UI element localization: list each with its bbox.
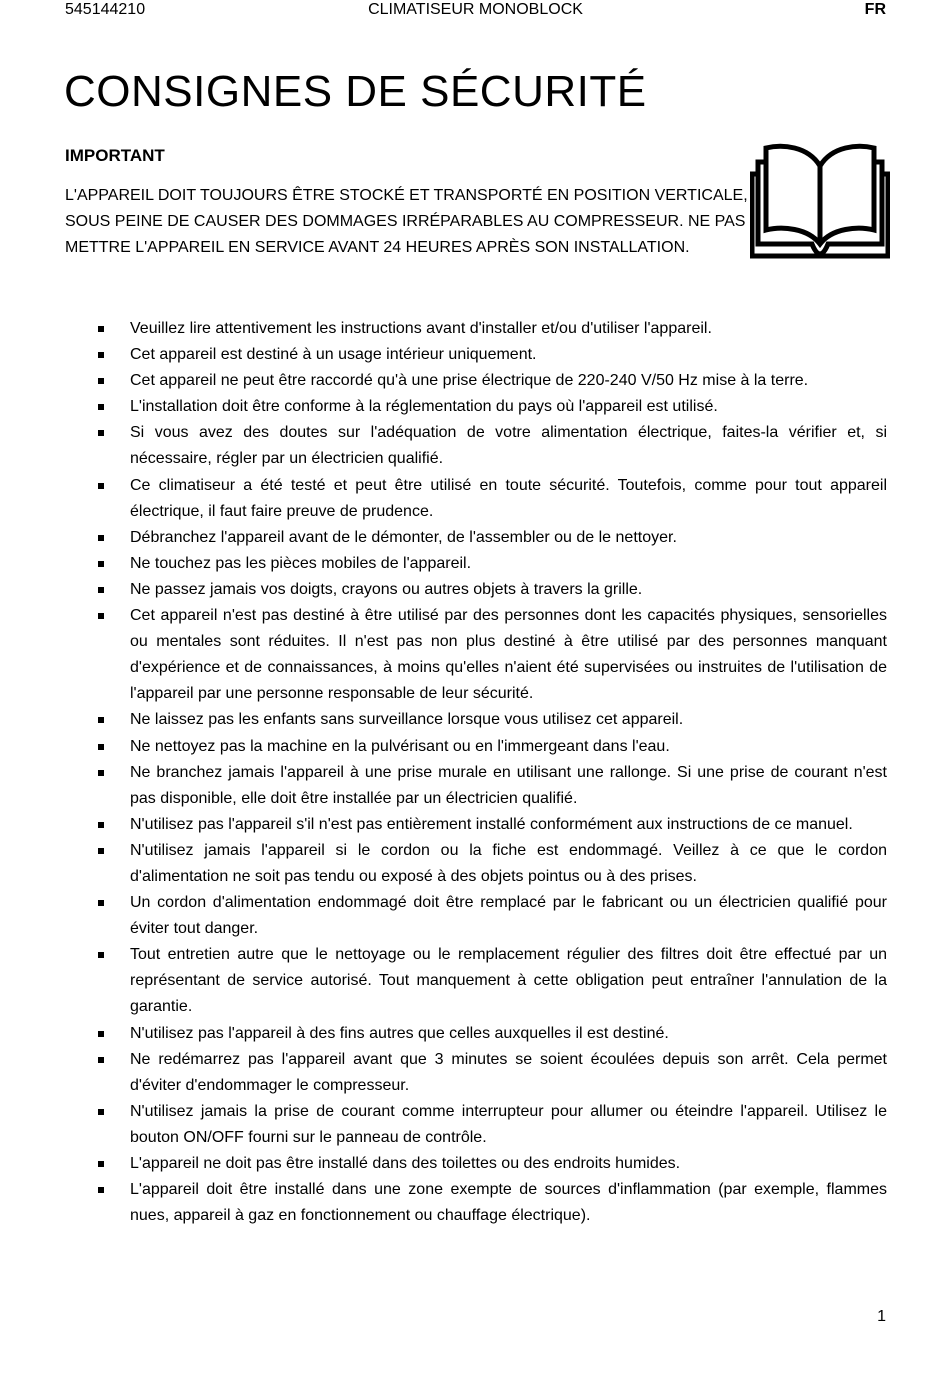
instruction-item	[130, 316, 887, 342]
instruction-text: Cet appareil est destiné à un usage intérieur uniquement.	[130, 346, 537, 364]
instruction-item	[130, 577, 887, 603]
safety-instructions-list	[130, 316, 887, 1229]
bullet-square-icon	[98, 717, 104, 723]
important-label: IMPORTANT	[65, 146, 165, 165]
page-title: CONSIGNES DE SÉCURITÉ	[64, 67, 647, 116]
bullet-square-icon	[98, 613, 104, 619]
page-header	[65, 0, 886, 22]
instruction-item	[130, 473, 887, 525]
instruction-text: Veuillez lire attentivement les instructions avant d'installer et/ou d'utiliser l'appareil.	[130, 320, 712, 337]
bullet-square-icon	[98, 900, 104, 906]
bullet-square-icon	[98, 378, 104, 384]
instruction-text: Débranchez l'appareil avant de le démonter, de l'assembler ou de le nettoyer.	[130, 528, 677, 546]
bullet-square-icon	[98, 561, 104, 567]
instruction-item	[130, 707, 887, 733]
bullet-square-icon	[98, 848, 104, 854]
instruction-item	[130, 838, 887, 890]
instruction-text: Cet appareil n'est pas destiné à être utilisé par des personnes dont les capacités physiques, sensorielles ou mentales sont réduites. Il n'est pas non plus destiné à être utilisé par des personnes manquant d'expérience et de connaissances, à moins qu'elles n'aient été supervisées ou instruites de l'utilisation de l'appareil par une personne responsable de leur sécurité.	[130, 607, 887, 703]
instruction-item	[130, 420, 887, 472]
instruction-item	[130, 890, 887, 942]
language-code: FR	[864, 1, 886, 18]
instruction-text: Ne passez jamais vos doigts, crayons ou autres objets à travers la grille.	[130, 580, 643, 598]
manual-book-icon	[750, 140, 890, 260]
bullet-square-icon	[98, 404, 104, 410]
instruction-text: Si vous avez des doutes sur l'adéquation de votre alimentation électrique, faites-la vérifier et, si nécessaire, régler par un électricien qualifié.	[130, 424, 887, 468]
instruction-item	[130, 394, 887, 420]
bullet-square-icon	[98, 770, 104, 776]
instruction-text: Ne redémarrez pas l'appareil avant que 3 minutes se soient écoulées depuis son arrêt. Cela permet d'éviter d'endommager le compresseur.	[130, 1050, 887, 1094]
instruction-item	[130, 734, 887, 760]
instruction-text: N'utilisez pas l'appareil à des fins autres que celles auxquelles il est destiné.	[130, 1024, 669, 1042]
bullet-square-icon	[98, 1057, 104, 1063]
bullet-square-icon	[98, 1161, 104, 1167]
bullet-square-icon	[98, 326, 104, 332]
page-number: 1	[877, 1308, 886, 1325]
instruction-text: Un cordon d'alimentation endommagé doit être remplacé par le fabricant ou un électricien qualifié pour éviter tout danger.	[130, 894, 887, 938]
instruction-item	[130, 551, 887, 577]
instruction-item	[130, 1151, 887, 1177]
instruction-item	[130, 1047, 887, 1099]
instruction-text: Ne touchez pas les pièces mobiles de l'appareil.	[130, 554, 472, 572]
instruction-item	[130, 1177, 887, 1229]
instruction-text: N'utilisez jamais l'appareil si le cordon ou la fiche est endommagé. Veillez à ce que le cordon d'alimentation ne soit pas tendu ou exposé à des objets pointus ou à des prises.	[130, 841, 887, 885]
instruction-text: L'installation doit être conforme à la réglementation du pays où l'appareil est utilisé.	[130, 398, 718, 416]
instruction-text: Tout entretien autre que le nettoyage ou le remplacement régulier des filtres doit être effectué par un représentant de service autorisé. Tout manquement à cette obligation peut entraîner l'annulation de la garantie.	[130, 946, 887, 1016]
bullet-square-icon	[98, 1109, 104, 1115]
instruction-item	[130, 1021, 887, 1047]
bullet-square-icon	[98, 352, 104, 358]
instruction-text: N'utilisez pas l'appareil s'il n'est pas entièrement installé conformément aux instructions de ce manuel.	[130, 815, 853, 833]
bullet-square-icon	[98, 535, 104, 541]
instruction-item	[130, 942, 887, 1020]
bullet-square-icon	[98, 1031, 104, 1037]
instruction-item	[130, 603, 887, 707]
bullet-square-icon	[98, 430, 104, 436]
instruction-item	[130, 342, 887, 368]
instruction-item	[130, 525, 887, 551]
bullet-square-icon	[98, 1187, 104, 1193]
instruction-text: Cet appareil ne peut être raccordé qu'à une prise électrique de 220-240 V/50 Hz mise à la terre.	[130, 372, 809, 390]
instruction-item	[130, 760, 887, 812]
bullet-square-icon	[98, 483, 104, 489]
bullet-square-icon	[98, 952, 104, 958]
important-notice: L'APPAREIL DOIT TOUJOURS ÊTRE STOCKÉ ET TRANSPORTÉ EN POSITION VERTICALE, SOUS PEINE DE CAUSER DES DOMMAGES IRRÉPARABLES AU COMPRESSEUR. NE PAS METTRE L'APPAREIL EN SERVICE AVANT 24 HEURES APRÈS SON INSTALLATION.	[65, 187, 748, 256]
instruction-text: L'appareil doit être installé dans une zone exempte de sources d'inflammation (par exemple, flammes nues, appareil à gaz en fonctionnement ou chauffage électrique).	[130, 1181, 887, 1225]
instruction-text: Ne laissez pas les enfants sans surveillance lorsque vous utilisez cet appareil.	[130, 711, 684, 729]
document-number: 545144210	[65, 1, 146, 18]
instruction-text: Ne nettoyez pas la machine en la pulvérisant ou en l'immergeant dans l'eau.	[130, 737, 670, 755]
instruction-item	[130, 812, 887, 838]
instruction-text: N'utilisez jamais la prise de courant comme interrupteur pour allumer ou éteindre l'appareil. Utilisez le bouton ON/OFF fourni sur le panneau de contrôle.	[130, 1102, 887, 1146]
bullet-square-icon	[98, 587, 104, 593]
instruction-item	[130, 368, 887, 394]
instruction-text: L'appareil ne doit pas être installé dans des toilettes ou des endroits humides.	[130, 1155, 681, 1172]
instruction-text: Ne branchez jamais l'appareil à une prise murale en utilisant une rallonge. Si une prise de courant n'est pas disponible, elle doit être installée par un électricien qualifié.	[130, 763, 887, 807]
bullet-square-icon	[98, 822, 104, 828]
product-name: CLIMATISEUR MONOBLOCK	[368, 1, 583, 18]
instruction-text: Ce climatiseur a été testé et peut être utilisé en toute sécurité. Toutefois, comme pour tout appareil électrique, il faut faire preuve de prudence.	[130, 476, 887, 520]
bullet-square-icon	[98, 744, 104, 750]
instruction-item	[130, 1099, 887, 1151]
